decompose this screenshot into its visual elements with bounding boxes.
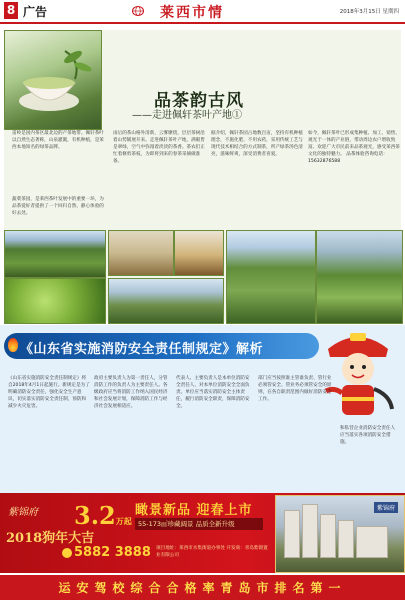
teapot-photo xyxy=(174,230,224,276)
tea-box-photo xyxy=(108,230,174,276)
building xyxy=(284,510,300,558)
issue-date: 2018年3月15日 星期四 xyxy=(339,9,399,15)
tea-cup-illustration xyxy=(5,31,101,129)
footer-banner xyxy=(0,575,405,600)
tea-garden-photo xyxy=(316,230,403,324)
building xyxy=(356,526,388,558)
building xyxy=(338,520,354,558)
ad-price xyxy=(74,501,132,530)
feature-column-3: 据介绍，佩轩茶园占地数百亩，坚持有机种植理念，不施化肥、不用农药，采用传统工艺与现代技术相结合的方式制茶，所产绿茶汤色清亮，滋味鲜爽，深受消费者喜爱。 xyxy=(211,131,303,157)
ad-headline: 瞰景新品 迎春上市 xyxy=(135,503,253,518)
paper-name: 莱西市情 xyxy=(160,5,224,21)
footer-slogan: 运安驾校综合合格率青岛市排名第一 xyxy=(58,581,347,595)
ad-address: 项目地址：莱西市水集街道办事处 开发商：青岛紫锦置业有限公司 xyxy=(156,546,268,558)
ad-logo: 紫锦府 xyxy=(374,502,398,513)
feature-column-1b: 蔬菜茶园，是莱西茶叶发展中的重要一环，为品茶爱好者提供了一个回归自然、静心体验的好去处。 xyxy=(12,197,104,216)
ad-price-value: 3.2 xyxy=(74,501,116,530)
greenhouse-photo xyxy=(108,278,224,324)
tea-leaf-photo xyxy=(4,278,106,324)
plantation-photo xyxy=(4,230,106,278)
fire-column-1: 《山东省实施消防安全责任制规定》将自2018年4月1日起施行。新规定是为了明确消防安全责任，强化安全生产意识，切实落实消防安全责任制，预防和减少火灾危害。 xyxy=(8,376,90,409)
section-label: 广告 xyxy=(23,5,48,19)
ad-slogan: 55-173㎡珍藏阔景 品质全新升级 xyxy=(135,518,263,530)
fire-column-4: 部门应当按照谁主管谁负责、管行业必须管安全、管业务必须管安全的原则，在各自职责范围内做好消防安全工作。 xyxy=(258,376,332,402)
building xyxy=(320,514,336,558)
feature-column-4-text: 如今，佩轩茶叶已形成集种植、加工、销售、观光于一体的产业链，带动周边农户增收致富。欢迎广大市民前来品茶观光，感受莱西茶文化的独特魅力。 xyxy=(308,131,400,157)
ad-phone: 5882 3888 xyxy=(74,545,151,560)
feature-column-2: 雨后的茶山格外清新，云雾缭绕，层层茶树沿着山势铺展开来。走进佩轩茶叶产地，满眼皆是翠绿，空气中弥漫着淡淡的茶香。茶农们正忙着修剪茶枝，为即将到来的春茶采摘做准备。 xyxy=(113,131,205,164)
hillside-tea-photo xyxy=(226,230,316,324)
fire-column-2: 政府主要负责人为第一责任人，分管消防工作的负责人为主要责任人。各级政府应当将消防工作纳入国民经济和社会发展计划，保障消防工作与经济社会发展相适应。 xyxy=(94,376,168,409)
fire-safety-title: 《山东省实施消防安全责任制规定》解析 xyxy=(20,342,264,357)
ad-brand: 紫锦府 xyxy=(8,507,38,518)
tea-cup-photo xyxy=(4,30,102,130)
tea-feature xyxy=(4,30,401,322)
feature-byline: 品茶体验咨询电话：15632876588 xyxy=(308,152,388,164)
globe-icon xyxy=(132,6,144,16)
fire-safety-section xyxy=(0,325,405,493)
building xyxy=(302,504,318,558)
estate-rendering xyxy=(275,495,405,573)
feature-column-1: 雷岭是国内茶区最北边的产茶地带。佩轩茶叶以自然生态著称，山泉灌溉，有机种植，是莱西本地知名的绿茶品牌。 xyxy=(12,131,104,150)
flame-icon xyxy=(8,338,18,352)
page-number: 8 xyxy=(4,2,18,19)
real-estate-ad xyxy=(0,493,405,573)
feature-column-4 xyxy=(308,130,400,226)
feature-subtitle: ——走进佩轩茶叶产地① xyxy=(132,110,242,121)
fire-column-3: 代表人、主要负责人是本单位消防安全责任人，对本单位消防安全全面负责。单位应当落实消防安全主体责任，履行消防安全职责，保障消防安全。 xyxy=(176,376,250,409)
ad-price-unit: 万起 xyxy=(115,516,132,526)
ad-year-slogan: 2018狗年大吉 xyxy=(6,531,95,546)
feature-title: 品茶韵古风 xyxy=(154,91,244,111)
fire-column-5: 和私营企业消防安全责任人应当落实各项消防安全措施。 xyxy=(340,426,396,445)
phone-icon xyxy=(62,548,72,558)
page-header xyxy=(0,0,405,24)
